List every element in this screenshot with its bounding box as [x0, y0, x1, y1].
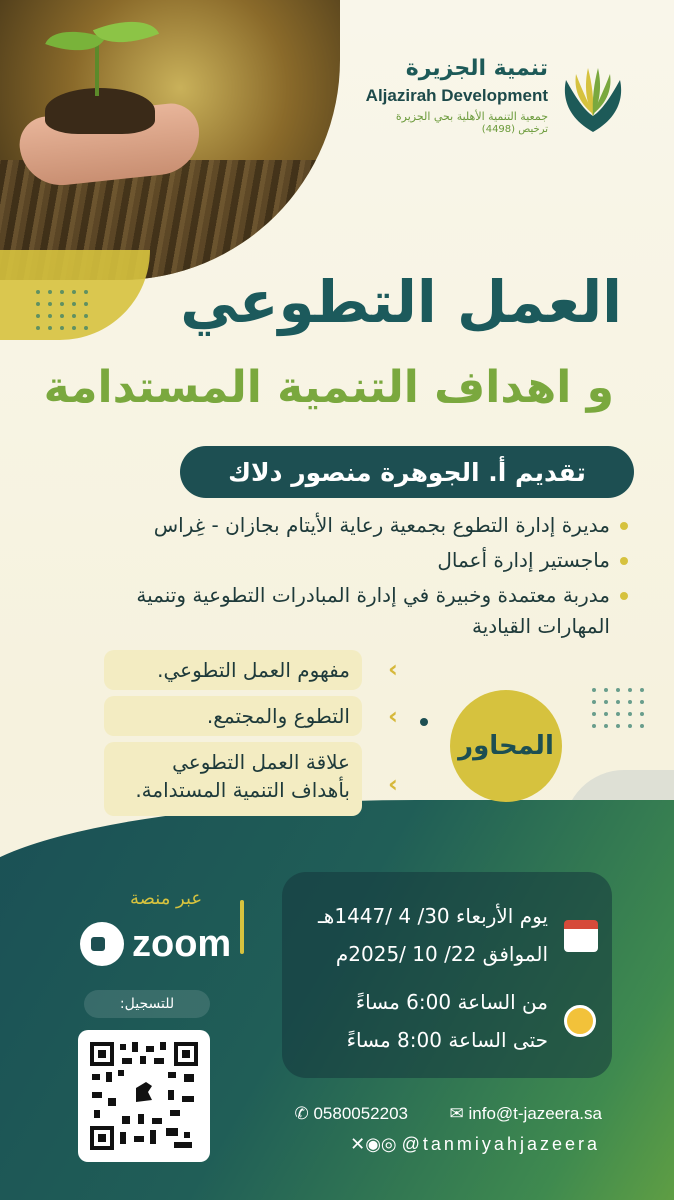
time-from: من الساعة 6:00 مساءً — [355, 990, 548, 1014]
bio-item — [68, 510, 628, 541]
divider — [240, 900, 244, 954]
leaf-icon — [93, 8, 159, 56]
axis-item: التطوع والمجتمع. — [104, 696, 362, 736]
seedling-photo — [0, 0, 340, 280]
connector-dot — [420, 718, 428, 726]
social-handle[interactable]: ✕◉◎ @tanmiyahjazeera — [350, 1134, 600, 1154]
bio-text: مدربة معتمدة وخبيرة في إدارة المبادرات التطوعية وتنمية المهارات القيادية — [136, 583, 610, 638]
time-to: حتى الساعة 8:00 مساءً — [346, 1028, 548, 1052]
presenter-banner: تقديم أ. الجوهرة منصور دلاك — [180, 446, 634, 498]
bio-item — [68, 580, 628, 642]
bullet-dot-icon — [620, 522, 628, 530]
email-contact[interactable]: ✉ info@t-jazeera.sa — [449, 1104, 602, 1123]
chevron-icon: ‹ — [388, 702, 398, 730]
register-label: للتسجيل: — [84, 990, 210, 1018]
zoom-wordmark: zoom — [132, 922, 232, 965]
bio-text: ماجستير إدارة أعمال — [437, 548, 610, 572]
chevron-icon: ‹ — [388, 770, 398, 798]
zoom-logo — [80, 922, 231, 966]
logo-emblem-icon — [558, 58, 628, 136]
whatsapp-icon: ✆ — [294, 1104, 314, 1123]
registration-qr-code[interactable] — [78, 1030, 210, 1162]
phone-contact[interactable]: ✆ 0580052203 — [294, 1104, 408, 1123]
bullet-dot-icon — [620, 592, 628, 600]
date-hijri: يوم الأربعاء 30/ 4 /1447هـ — [317, 904, 548, 928]
soil-mound — [45, 88, 155, 134]
dot-grid — [36, 290, 88, 330]
logo-license: ترخيص (4498) — [481, 124, 548, 135]
bio-item — [68, 545, 628, 576]
chevron-icon: ‹ — [388, 655, 398, 683]
logo-english-name: Aljazirah Development — [365, 86, 548, 105]
calendar-icon — [564, 920, 598, 952]
logo-subtitle: جمعية التنمية الأهلية بحي الجزيرة — [395, 110, 548, 123]
video-camera-icon — [80, 922, 124, 966]
axis-item: مفهوم العمل التطوعي. — [104, 650, 362, 690]
email-icon: ✉ — [449, 1104, 469, 1123]
bio-text: مديرة إدارة التطوع بجمعية رعاية الأيتام بجازان - غِراس — [153, 513, 610, 537]
axis-item: علاقة العمل التطوعي بأهداف التنمية المستدامة. — [104, 742, 362, 816]
clock-icon — [564, 1005, 596, 1037]
social-icons: ✕◉◎ — [350, 1134, 402, 1154]
presenter-bio — [68, 510, 628, 646]
platform-via: عبر منصة — [130, 888, 203, 909]
main-title: العمل التطوعي — [180, 268, 622, 336]
axes-badge: المحاور — [450, 690, 562, 802]
bullet-dot-icon — [620, 557, 628, 565]
sub-title: و اهداف التنمية المستدامة — [43, 362, 614, 413]
date-gregorian: الموافق 22/ 10 /2025م — [335, 942, 548, 966]
logo-arabic-name: تنمية الجزيرة — [405, 56, 548, 81]
dot-grid — [592, 688, 644, 728]
